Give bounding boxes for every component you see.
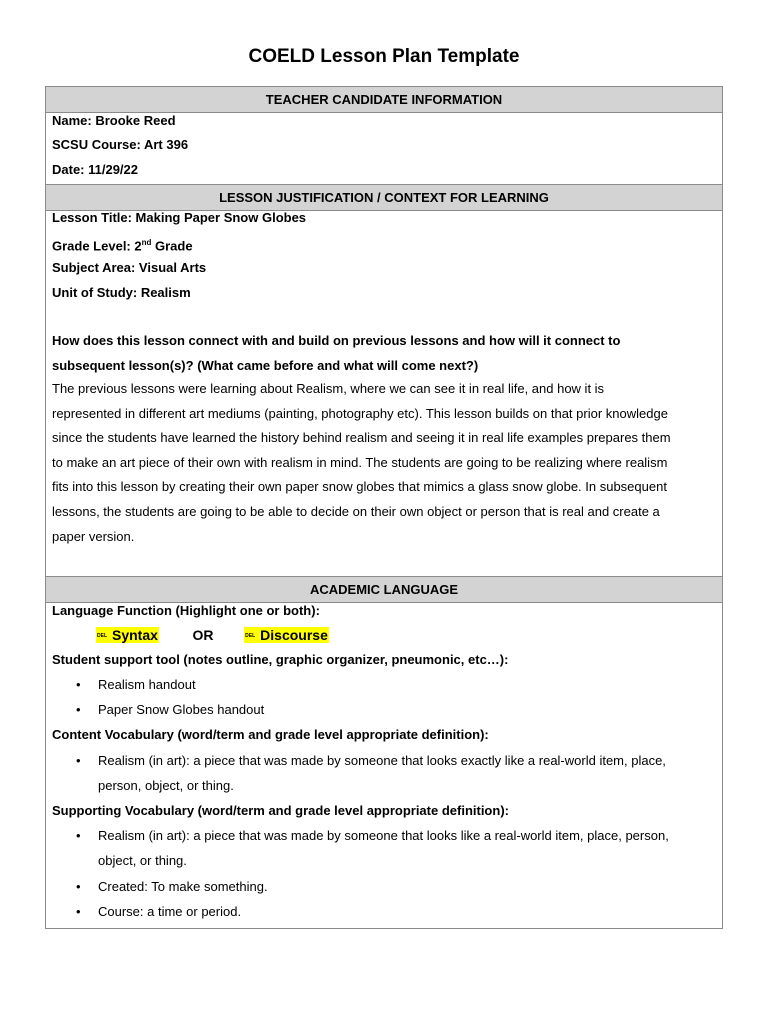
answer-line: paper version.	[52, 528, 135, 544]
grade-level	[52, 231, 193, 258]
bullet-mark: •	[76, 702, 81, 717]
academic-language-header: ACADEMIC LANGUAGE	[46, 576, 722, 603]
teacher-course: SCSU Course: Art 396	[52, 137, 189, 152]
syntax-label: Syntax	[112, 627, 158, 643]
support-tool-label: Student support tool (notes outline, graphic organizer, pneumonic, etc…):	[52, 652, 509, 667]
teacher-name: Name: Brooke Reed	[52, 113, 176, 128]
answer-line: fits into this lesson by creating their own paper snow globes that mimics a glass snow globe. In subsequent	[52, 479, 667, 495]
answer-line: The previous lessons were learning about Realism, where we can see it in real life, and how it is	[52, 381, 605, 396]
connection-question-line2: subsequent lesson(s)? (What came before and what will come next?)	[52, 358, 479, 373]
or-label: OR	[192, 627, 214, 643]
language-function-options	[96, 623, 329, 648]
grade-suffix: Grade	[151, 238, 193, 254]
lesson-plan-table	[45, 86, 723, 929]
lesson-title: Lesson Title: Making Paper Snow Globes	[52, 210, 307, 225]
answer-line: to make an art piece of their own with realism in mind. The students are going to be realizing where realism	[52, 454, 668, 470]
unit-of-study: Unit of Study: Realism	[52, 285, 191, 300]
bullet-mark: •	[76, 879, 81, 894]
support-item: Realism handout	[98, 677, 196, 692]
grade-prefix: Grade Level: 2	[52, 238, 142, 254]
answer-line: lessons, the students are going to be able to decide on their own object or person that is real and create a	[52, 503, 660, 519]
content-vocab-item	[98, 749, 698, 798]
answer-line: since the students have learned the history behind realism and seeing it in real life examples prepares them	[52, 430, 671, 446]
bullet-mark: •	[76, 828, 81, 843]
supporting-vocab-line1: Realism (in art): a piece that was made by someone that looks like a real-world item, place, person,	[98, 828, 669, 843]
supporting-vocab-item: Course: a time or period.	[98, 904, 242, 919]
syntax-option	[96, 627, 159, 643]
supporting-vocab-item	[98, 824, 698, 873]
justification-header: LESSON JUSTIFICATION / CONTEXT FOR LEARNING	[46, 184, 722, 211]
bullet-mark: •	[76, 677, 81, 692]
bullet-mark: •	[76, 753, 81, 768]
grade-sup: nd	[141, 238, 152, 247]
discourse-tag: DEL	[245, 633, 256, 640]
connection-answer	[52, 377, 671, 549]
supporting-vocab-line2: object, or thing.	[98, 852, 187, 868]
language-function-label: Language Function (Highlight one or both):	[52, 603, 320, 618]
connection-question-line1: How does this lesson connect with and build on previous lessons and how will it connect to	[52, 333, 621, 348]
content-vocab-line1: Realism (in art): a piece that was made by someone that looks exactly like a real-world item, place,	[98, 753, 666, 768]
teacher-date: Date: 11/29/22	[52, 162, 139, 177]
content-vocab-line2: person, object, or thing.	[98, 777, 234, 793]
supporting-vocab-item: Created: To make something.	[98, 879, 268, 894]
subject-area: Subject Area: Visual Arts	[52, 260, 207, 275]
answer-line: represented in different art mediums (painting, photography etc). This lesson builds on that prior knowledge	[52, 405, 668, 421]
syntax-tag: DEL	[97, 633, 107, 640]
support-item: Paper Snow Globes handout	[98, 702, 265, 717]
bullet-mark: •	[76, 904, 81, 919]
supporting-vocabulary-label: Supporting Vocabulary (word/term and grade level appropriate definition):	[52, 803, 509, 818]
teacher-info-header: TEACHER CANDIDATE INFORMATION	[46, 87, 722, 113]
content-vocabulary-label: Content Vocabulary (word/term and grade level appropriate definition):	[52, 727, 489, 742]
document-title: COELD Lesson Plan Template	[248, 46, 520, 67]
discourse-label: Discourse	[260, 627, 328, 643]
discourse-option	[244, 627, 329, 643]
